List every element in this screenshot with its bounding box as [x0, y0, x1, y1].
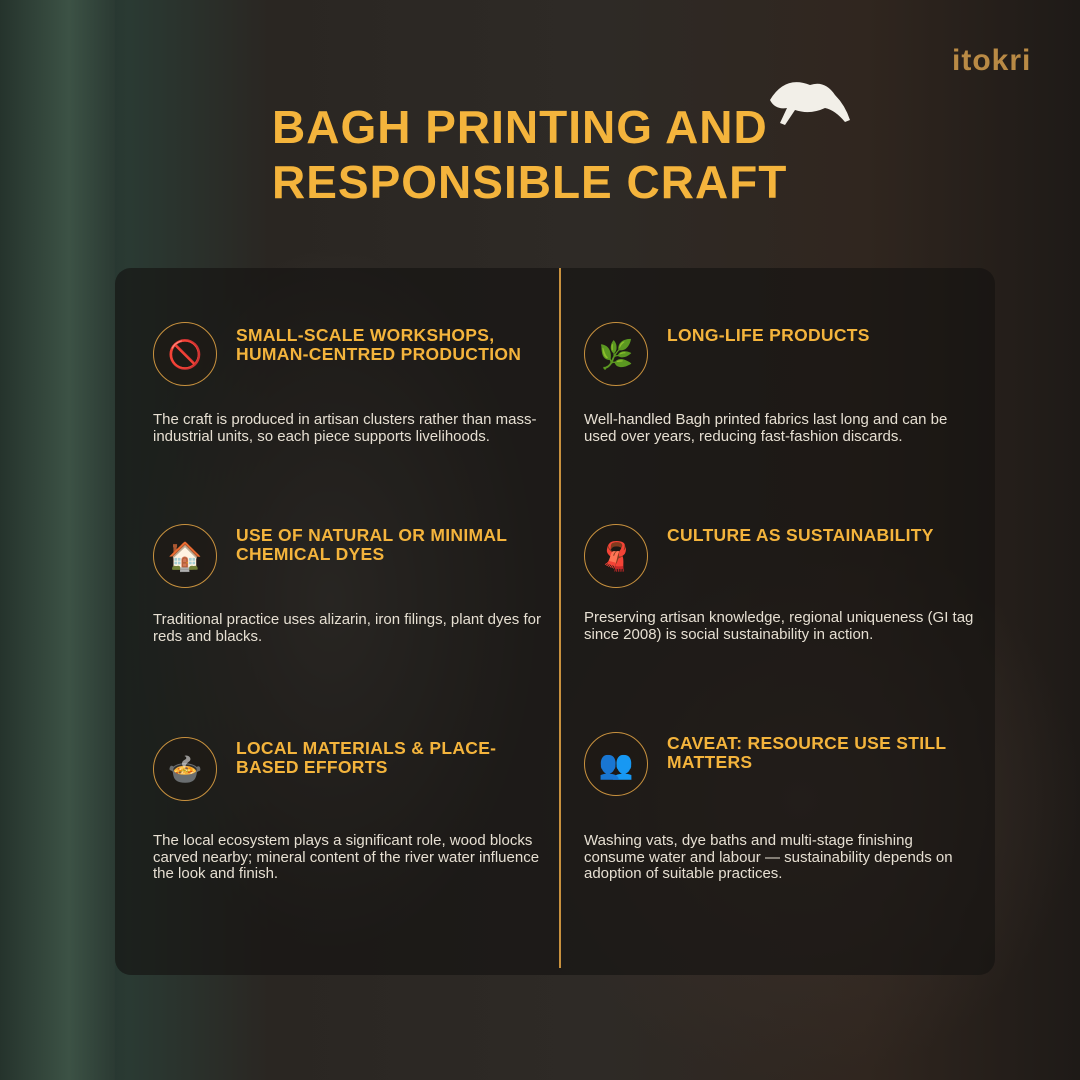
- brand-logo: itokri: [952, 44, 1032, 77]
- workshop-building-icon: 🏠: [153, 524, 217, 588]
- artisans-icon: 👥: [584, 732, 648, 796]
- dye-pot-icon: 🍲: [153, 737, 217, 801]
- page-title: BAGH PRINTING AND RESPONSIBLE CRAFT: [272, 101, 788, 208]
- column-divider: [559, 268, 561, 968]
- natural-materials-icon: 🌿: [584, 322, 648, 386]
- background-photo: [0, 0, 115, 1080]
- printed-fabric-icon: 🧣: [584, 524, 648, 588]
- no-machine-icon: 🚫: [153, 322, 217, 386]
